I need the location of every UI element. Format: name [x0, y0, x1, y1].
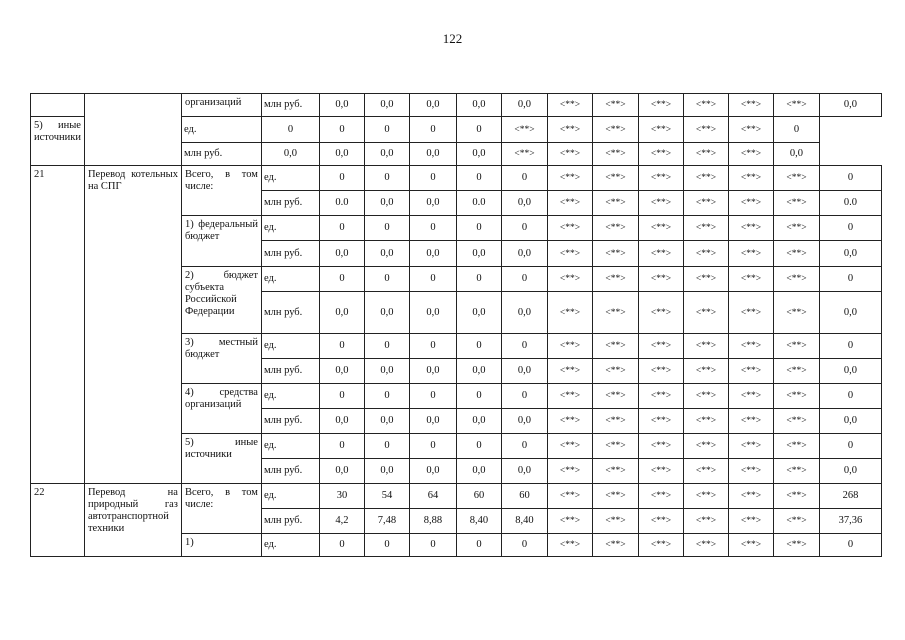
value-cell: 0,0: [501, 191, 547, 216]
not-applicable-cell: <**>: [638, 117, 683, 143]
value-cell: 0,0: [409, 143, 456, 166]
unit-cell: млн руб.: [261, 409, 319, 434]
value-cell: 0: [319, 334, 364, 359]
value-cell: 0,0: [456, 359, 501, 384]
not-applicable-cell: <**>: [728, 484, 773, 509]
unit-cell: млн руб.: [181, 143, 261, 166]
not-applicable-cell: <**>: [592, 434, 638, 459]
not-applicable-cell: <**>: [501, 143, 547, 166]
not-applicable-cell: <**>: [773, 191, 819, 216]
not-applicable-cell: <**>: [592, 534, 638, 557]
value-cell: 0,0: [409, 359, 456, 384]
not-applicable-cell: <**>: [728, 94, 773, 117]
not-applicable-cell: <**>: [683, 484, 728, 509]
not-applicable-cell: <**>: [638, 191, 683, 216]
funding-source-cell: 5) иные источники: [31, 117, 85, 166]
value-cell: 0: [364, 117, 409, 143]
value-cell: 0: [364, 216, 409, 241]
not-applicable-cell: <**>: [683, 359, 728, 384]
not-applicable-cell: <**>: [638, 459, 683, 484]
not-applicable-cell: <**>: [547, 216, 592, 241]
program-measures-table: [30, 93, 882, 557]
total-cell: 0,0: [819, 459, 881, 484]
total-cell: 0: [819, 534, 881, 557]
not-applicable-cell: <**>: [728, 143, 773, 166]
value-cell: 0,0: [364, 359, 409, 384]
value-cell: 0: [319, 534, 364, 557]
value-cell: 0,0: [364, 459, 409, 484]
not-applicable-cell: <**>: [592, 409, 638, 434]
not-applicable-cell: <**>: [683, 143, 728, 166]
total-cell: 0: [819, 216, 881, 241]
not-applicable-cell: <**>: [547, 459, 592, 484]
value-cell: 0,0: [409, 241, 456, 267]
value-cell: 0: [501, 384, 547, 409]
not-applicable-cell: <**>: [638, 94, 683, 117]
not-applicable-cell: <**>: [592, 117, 638, 143]
not-applicable-cell: <**>: [638, 216, 683, 241]
not-applicable-cell: <**>: [592, 216, 638, 241]
not-applicable-cell: <**>: [547, 267, 592, 292]
not-applicable-cell: <**>: [728, 334, 773, 359]
value-cell: 0,0: [501, 459, 547, 484]
not-applicable-cell: <**>: [592, 484, 638, 509]
value-cell: 0: [364, 334, 409, 359]
total-cell: 0,0: [819, 292, 881, 334]
unit-cell: млн руб.: [261, 292, 319, 334]
not-applicable-cell: <**>: [547, 409, 592, 434]
not-applicable-cell: <**>: [592, 166, 638, 191]
value-cell: 0.0: [319, 191, 364, 216]
not-applicable-cell: <**>: [773, 267, 819, 292]
unit-cell: млн руб.: [261, 94, 319, 117]
funding-source-cell: 2) бюджет субъекта Российской Федерации: [181, 267, 261, 334]
value-cell: 0: [319, 384, 364, 409]
total-cell: 0: [773, 117, 819, 143]
not-applicable-cell: <**>: [728, 166, 773, 191]
not-applicable-cell: <**>: [773, 216, 819, 241]
measure-name-cell: Перевод на природный газ автотранспортной техники: [84, 484, 181, 557]
not-applicable-cell: <**>: [773, 359, 819, 384]
unit-cell: млн руб.: [261, 191, 319, 216]
unit-cell: ед.: [261, 267, 319, 292]
not-applicable-cell: <**>: [638, 166, 683, 191]
not-applicable-cell: <**>: [728, 434, 773, 459]
not-applicable-cell: <**>: [728, 292, 773, 334]
value-cell: 0,0: [364, 191, 409, 216]
not-applicable-cell: <**>: [592, 334, 638, 359]
total-cell: 0: [819, 434, 881, 459]
value-cell: 30: [319, 484, 364, 509]
unit-cell: ед.: [261, 484, 319, 509]
value-cell: 0: [409, 434, 456, 459]
not-applicable-cell: <**>: [547, 117, 592, 143]
not-applicable-cell: <**>: [638, 267, 683, 292]
not-applicable-cell: <**>: [547, 534, 592, 557]
value-cell: 0: [409, 117, 456, 143]
not-applicable-cell: <**>: [683, 292, 728, 334]
not-applicable-cell: <**>: [638, 534, 683, 557]
funding-source-cell: 4) средства организаций: [181, 384, 261, 434]
value-cell: 0,0: [261, 143, 319, 166]
value-cell: 0: [319, 166, 364, 191]
not-applicable-cell: <**>: [547, 509, 592, 534]
value-cell: 8,88: [409, 509, 456, 534]
value-cell: 0,0: [409, 191, 456, 216]
value-cell: 0: [501, 216, 547, 241]
table-row: [31, 484, 882, 509]
unit-cell: млн руб.: [261, 359, 319, 384]
value-cell: 0,0: [456, 241, 501, 267]
value-cell: 0: [409, 534, 456, 557]
not-applicable-cell: <**>: [773, 459, 819, 484]
value-cell: 0: [456, 334, 501, 359]
value-cell: 0: [456, 534, 501, 557]
value-cell: 60: [456, 484, 501, 509]
not-applicable-cell: <**>: [547, 292, 592, 334]
unit-cell: ед.: [261, 216, 319, 241]
value-cell: 54: [364, 484, 409, 509]
table-row: [31, 94, 882, 117]
not-applicable-cell: <**>: [638, 359, 683, 384]
value-cell: 0: [409, 166, 456, 191]
value-cell: 0: [319, 267, 364, 292]
not-applicable-cell: <**>: [683, 117, 728, 143]
value-cell: 0: [364, 384, 409, 409]
not-applicable-cell: <**>: [773, 384, 819, 409]
value-cell: 0,0: [409, 292, 456, 334]
value-cell: 0: [409, 384, 456, 409]
not-applicable-cell: <**>: [592, 191, 638, 216]
value-cell: 0,0: [456, 409, 501, 434]
value-cell: 0: [456, 384, 501, 409]
funding-source-cell: Всего, в том числе:: [181, 166, 261, 216]
not-applicable-cell: <**>: [592, 143, 638, 166]
total-cell: 37,36: [819, 509, 881, 534]
value-cell: 7,48: [364, 509, 409, 534]
not-applicable-cell: <**>: [683, 216, 728, 241]
value-cell: 0,0: [501, 359, 547, 384]
not-applicable-cell: <**>: [638, 292, 683, 334]
not-applicable-cell: <**>: [773, 241, 819, 267]
value-cell: 0: [456, 216, 501, 241]
not-applicable-cell: <**>: [592, 292, 638, 334]
not-applicable-cell: <**>: [728, 459, 773, 484]
value-cell: 0,0: [364, 143, 409, 166]
not-applicable-cell: <**>: [728, 359, 773, 384]
value-cell: 0: [501, 434, 547, 459]
unit-cell: ед.: [261, 384, 319, 409]
not-applicable-cell: <**>: [592, 509, 638, 534]
funding-source-cell: 5) иные источники: [181, 434, 261, 484]
not-applicable-cell: <**>: [728, 191, 773, 216]
funding-source-cell: организаций: [181, 94, 261, 117]
not-applicable-cell: <**>: [728, 117, 773, 143]
unit-cell: ед.: [261, 166, 319, 191]
not-applicable-cell: <**>: [683, 191, 728, 216]
not-applicable-cell: <**>: [547, 143, 592, 166]
value-cell: 0: [456, 434, 501, 459]
not-applicable-cell: <**>: [592, 459, 638, 484]
value-cell: 0: [456, 166, 501, 191]
not-applicable-cell: <**>: [773, 534, 819, 557]
not-applicable-cell: <**>: [592, 384, 638, 409]
not-applicable-cell: <**>: [683, 459, 728, 484]
value-cell: 0,0: [319, 459, 364, 484]
value-cell: 60: [501, 484, 547, 509]
not-applicable-cell: <**>: [683, 267, 728, 292]
value-cell: 0,0: [409, 459, 456, 484]
not-applicable-cell: <**>: [592, 94, 638, 117]
value-cell: 0,0: [319, 409, 364, 434]
not-applicable-cell: <**>: [728, 409, 773, 434]
not-applicable-cell: <**>: [683, 334, 728, 359]
value-cell: 8,40: [456, 509, 501, 534]
value-cell: 0,0: [501, 94, 547, 117]
not-applicable-cell: <**>: [592, 267, 638, 292]
not-applicable-cell: <**>: [638, 509, 683, 534]
value-cell: 0,0: [364, 94, 409, 117]
total-cell: 0,0: [819, 94, 881, 117]
value-cell: 0,0: [319, 94, 364, 117]
not-applicable-cell: <**>: [728, 267, 773, 292]
value-cell: 0: [501, 334, 547, 359]
row-number-cell: [31, 94, 85, 117]
total-cell: 268: [819, 484, 881, 509]
total-cell: 0: [819, 166, 881, 191]
not-applicable-cell: <**>: [773, 409, 819, 434]
measure-name-cell: [84, 94, 181, 166]
value-cell: 0,0: [364, 292, 409, 334]
value-cell: 0: [364, 434, 409, 459]
not-applicable-cell: <**>: [773, 334, 819, 359]
funding-source-cell: 1) федеральный бюджет: [181, 216, 261, 267]
total-cell: 0: [819, 267, 881, 292]
funding-source-cell: 3) местный бюджет: [181, 334, 261, 384]
page-number: 122: [442, 31, 463, 46]
not-applicable-cell: <**>: [547, 434, 592, 459]
unit-cell: ед.: [261, 334, 319, 359]
not-applicable-cell: <**>: [728, 509, 773, 534]
total-cell: 0,0: [773, 143, 819, 166]
value-cell: 0,0: [409, 94, 456, 117]
not-applicable-cell: <**>: [683, 94, 728, 117]
not-applicable-cell: <**>: [592, 241, 638, 267]
not-applicable-cell: <**>: [638, 384, 683, 409]
not-applicable-cell: <**>: [683, 434, 728, 459]
value-cell: 4,2: [319, 509, 364, 534]
not-applicable-cell: <**>: [547, 384, 592, 409]
not-applicable-cell: <**>: [638, 334, 683, 359]
not-applicable-cell: <**>: [728, 384, 773, 409]
not-applicable-cell: <**>: [773, 509, 819, 534]
value-cell: 0,0: [456, 143, 501, 166]
not-applicable-cell: <**>: [547, 241, 592, 267]
measure-name-cell: Перевод котельных на СПГ: [84, 166, 181, 484]
not-applicable-cell: <**>: [683, 384, 728, 409]
value-cell: 0,0: [319, 292, 364, 334]
value-cell: 0,0: [319, 241, 364, 267]
value-cell: 0: [364, 267, 409, 292]
not-applicable-cell: <**>: [547, 484, 592, 509]
value-cell: 0: [501, 267, 547, 292]
funding-source-cell: 1): [181, 534, 261, 557]
value-cell: 0: [409, 334, 456, 359]
not-applicable-cell: <**>: [773, 94, 819, 117]
not-applicable-cell: <**>: [683, 241, 728, 267]
unit-cell: млн руб.: [261, 241, 319, 267]
funding-source-cell: Всего, в том числе:: [181, 484, 261, 534]
not-applicable-cell: <**>: [683, 166, 728, 191]
not-applicable-cell: <**>: [683, 509, 728, 534]
not-applicable-cell: <**>: [638, 241, 683, 267]
value-cell: 0,0: [456, 459, 501, 484]
unit-cell: ед.: [261, 434, 319, 459]
unit-cell: ед.: [181, 117, 261, 143]
not-applicable-cell: <**>: [547, 94, 592, 117]
not-applicable-cell: <**>: [547, 191, 592, 216]
value-cell: 0: [319, 434, 364, 459]
value-cell: 8,40: [501, 509, 547, 534]
value-cell: 64: [409, 484, 456, 509]
value-cell: 0,0: [501, 241, 547, 267]
not-applicable-cell: <**>: [592, 359, 638, 384]
not-applicable-cell: <**>: [773, 434, 819, 459]
not-applicable-cell: <**>: [638, 409, 683, 434]
value-cell: 0: [456, 117, 501, 143]
not-applicable-cell: <**>: [773, 292, 819, 334]
row-number-cell: 21: [31, 166, 85, 484]
not-applicable-cell: <**>: [683, 409, 728, 434]
not-applicable-cell: <**>: [683, 534, 728, 557]
value-cell: 0: [319, 216, 364, 241]
total-cell: 0: [819, 334, 881, 359]
not-applicable-cell: <**>: [501, 117, 547, 143]
unit-cell: ед.: [261, 534, 319, 557]
unit-cell: млн руб.: [261, 459, 319, 484]
total-cell: 0,0: [819, 241, 881, 267]
value-cell: 0: [261, 117, 319, 143]
value-cell: 0,0: [501, 409, 547, 434]
not-applicable-cell: <**>: [773, 166, 819, 191]
value-cell: 0: [501, 166, 547, 191]
value-cell: 0,0: [364, 409, 409, 434]
value-cell: 0,0: [364, 241, 409, 267]
unit-cell: млн руб.: [261, 509, 319, 534]
total-cell: 0: [819, 384, 881, 409]
value-cell: 0.0: [456, 191, 501, 216]
value-cell: 0,0: [319, 359, 364, 384]
not-applicable-cell: <**>: [638, 143, 683, 166]
not-applicable-cell: <**>: [547, 166, 592, 191]
total-cell: 0.0: [819, 191, 881, 216]
value-cell: 0,0: [409, 409, 456, 434]
not-applicable-cell: <**>: [638, 484, 683, 509]
not-applicable-cell: <**>: [547, 334, 592, 359]
total-cell: 0,0: [819, 409, 881, 434]
value-cell: 0: [319, 117, 364, 143]
row-number-cell: 22: [31, 484, 85, 557]
value-cell: 0: [409, 216, 456, 241]
value-cell: 0,0: [319, 143, 364, 166]
value-cell: 0: [456, 267, 501, 292]
value-cell: 0,0: [456, 94, 501, 117]
value-cell: 0: [364, 166, 409, 191]
table-row: [31, 166, 882, 191]
not-applicable-cell: <**>: [773, 484, 819, 509]
not-applicable-cell: <**>: [728, 534, 773, 557]
not-applicable-cell: <**>: [547, 359, 592, 384]
value-cell: 0: [501, 534, 547, 557]
value-cell: 0,0: [456, 292, 501, 334]
not-applicable-cell: <**>: [638, 434, 683, 459]
value-cell: 0: [364, 534, 409, 557]
value-cell: 0,0: [501, 292, 547, 334]
total-cell: 0,0: [819, 359, 881, 384]
value-cell: 0: [409, 267, 456, 292]
not-applicable-cell: <**>: [728, 241, 773, 267]
not-applicable-cell: <**>: [728, 216, 773, 241]
